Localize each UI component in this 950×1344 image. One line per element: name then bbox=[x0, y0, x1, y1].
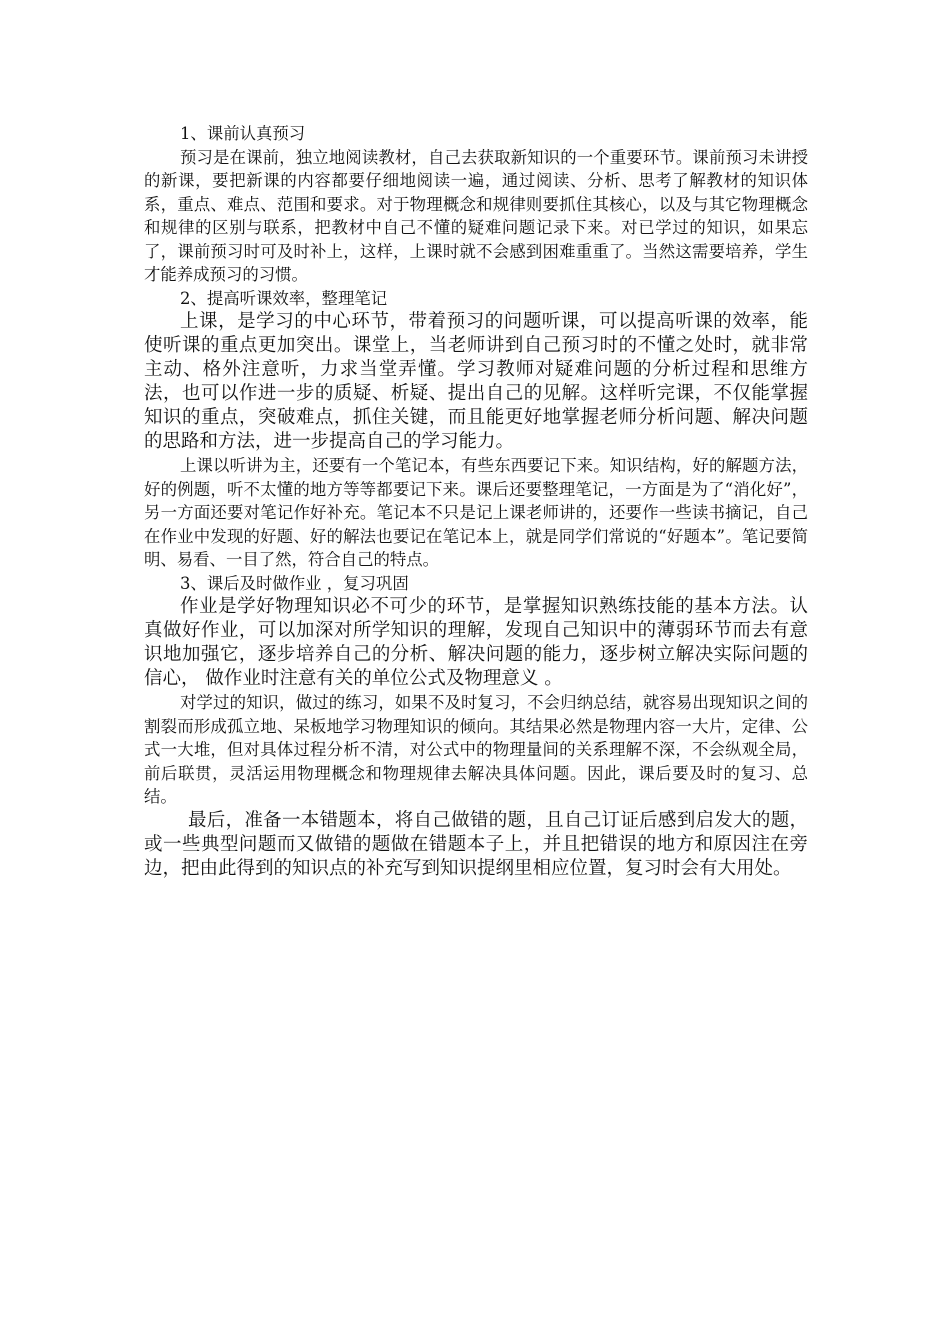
section-2-paragraph-1: 上课，是学习的中心环节，带着预习的问题听课，可以提高听课的效率，能使听课的重点更加突出。课堂上，当老师讲到自己预习时的不懂之处时，就非常主动、格外注意听，力求当堂弄懂。学习教师对疑难问题的分析过程和思维方法，也可以作进一步的质疑、析疑、提出自己的见解。这样听完课，不仅能掌握知识的重点，突破难点，抓住关键，而且能更好地掌握老师分析问题、解决问题的思路和方法，进一步提高自己的学习能力。 bbox=[144, 311, 808, 452]
section-1-heading: 1、课前认真预习 bbox=[180, 124, 306, 143]
section-1-paragraph-1: 预习是在课前，独立地阅读教材，自己去获取新知识的一个重要环节。课前预习未讲授的新课，要把新课的内容都要仔细地阅读一遍，通过阅读、分析、思考了解教材的知识体系，重点、难点、范围和要求。对于物理概念和规律则要抓住其核心，以及与其它物理概念和规律的区别与联系，把教材中自己不懂的疑难问题记录下来。对已学过的知识，如果忘了，课前预习时可及时补上，这样，上课时就不会感到困难重重了。当然这需要培养，学生才能养成预习的习惯。 bbox=[144, 147, 808, 284]
section-2-heading: 2、提高听课效率，整理笔记 bbox=[180, 288, 388, 308]
section-2-paragraph-2: 上课以听讲为主，还要有一个笔记本，有些东西要记下来。知识结构，好的解题方法，好的例题，听不太懂的地方等等都要记下来。课后还要整理笔记，一方面是为了“消化好”，另一方面还要对笔记作好补充。笔记本不只是记上课老师讲的，还要作一些读书摘记，自己在作业中发现的好题、好的解法也要记在笔记本上，就是同学们常说的“好题本”。笔记要简明、易看、一目了然，符合自己的特点。 bbox=[144, 456, 808, 569]
section-3-heading: 3、课后及时做作业 ，复习巩固 bbox=[180, 573, 409, 593]
section-3-paragraph-1: 作业是学好物理知识必不可少的环节，是掌握知识熟练技能的基本方法。认真做好作业，可以加深对所学知识的理解，发现自己知识中的薄弱环节而去有意识地加强它，逐步培养自己的分析、解决问题的能力，逐步树立解决实际问题的信心， 做作业时注意有关的单位公式及物理意义 。 bbox=[144, 596, 808, 689]
document-body bbox=[144, 122, 808, 881]
section-3-paragraph-2: 对学过的知识，做过的练习，如果不及时复习，不会归纳总结，就容易出现知识之间的割裂而形成孤立地、呆板地学习物理知识的倾向。其结果必然是物理内容一大片，定律、公式一大堆，但对具体过程分析不清，对公式中的物理量间的关系理解不深，不会纵观全局，前后联贯，灵活运用物理概念和物理规律去解决具体问题。因此，课后要及时的复习、总结。 bbox=[144, 693, 808, 806]
section-3-paragraph-3: 最后，准备一本错题本，将自己做错的题，且自己订证后感到启发大的题，或一些典型问题而又做错的题做在错题本子上，并且把错误的地方和原因注在旁边，把由此得到的知识点的补充写到知识提纲里相应位置，复习时会有大用处。 bbox=[144, 809, 808, 879]
